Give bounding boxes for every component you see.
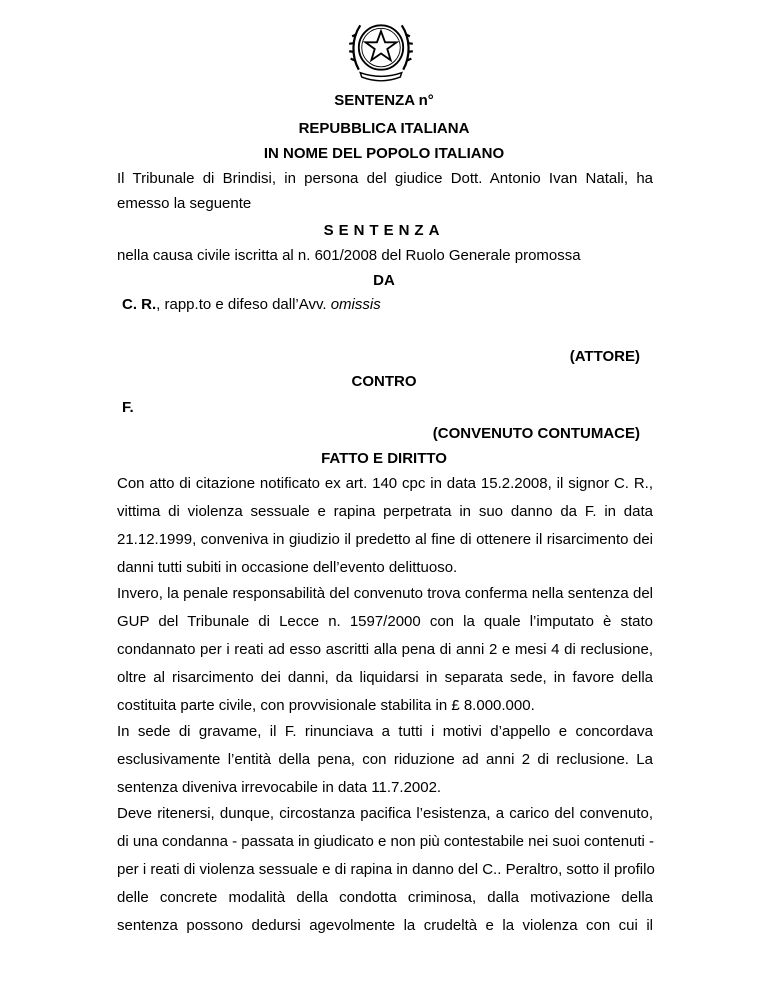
attore-role: (ATTORE) [569,348,640,365]
body-line: per i reati di violenza sessuale e di rapina in danno del C.. Peraltro, sotto il profilo [117,861,655,878]
body-line: sentenza diveniva irrevocabile in data 11.7.2002. [117,779,442,796]
body-line: 21.12.1999, conveniva in giudizio il predetto al fine di ottenere il risarcimento dei [117,531,653,548]
body-line: oltre al risarcimento dei danni, da liquidarsi in separata sede, in favore della [117,669,653,686]
body-line: danni tutti subiti in occasione dell’evento delittuoso. [117,559,458,576]
body-line: Con atto di citazione notificato ex art. 140 cpc in data 15.2.2008, il signor C. R., [117,475,653,492]
sentenza-title: SENTENZA [323,222,445,239]
body-line: Invero, la penale responsabilità del convenuto trova conferma nella sentenza del [117,585,653,602]
body-line: In sede di gravame, il F. rinunciava a tutti i motivi d’appello e concordava [117,723,653,740]
body-line: condannato per i reati ad esso ascritti alla pena di anni 2 e mesi 4 di reclusione, [117,641,653,658]
republic-heading: REPUBBLICA ITALIANA [298,120,470,137]
body-line: vittima di violenza sessuale e rapina perpetrata in suo danno da F. in data [117,503,653,520]
italian-republic-emblem-icon [344,12,418,86]
body-line: GUP del Tribunale di Lecce n. 1597/2000 con la quale l’imputato è stato [117,613,653,630]
body-line: delle concrete modalità della condotta criminosa, dalla motivazione della [117,889,653,906]
contro-heading: CONTRO [351,373,417,390]
attore-lawyer: omissis [330,296,381,313]
da-heading: DA [373,272,395,289]
attore-description: , rapp.to e difeso dall’Avv. [156,296,331,313]
body-line: sentenza possono dedursi agevolmente la crudeltà e la violenza con cui il [117,917,653,934]
attore-line [122,296,658,313]
intro-line-1: Il Tribunale di Brindisi, in persona del giudice Dott. Antonio Ivan Natali, ha [117,170,653,187]
intro-line-2: emesso la seguente [117,195,252,212]
body-line: di una condanna - passata in giudicato e non più contestabile nei suoi contenuti - [117,833,655,850]
body-line: costituita parte civile, con provvisionale stabilita in £ 8.000.000. [117,697,535,714]
intro-line-3: nella causa civile iscritta al n. 601/2008 del Ruolo Generale promossa [117,247,581,264]
in-nome-heading: IN NOME DEL POPOLO ITALIANO [263,145,505,162]
convenuto-role: (CONVENUTO CONTUMACE) [432,425,640,442]
convenuto-name: F. [122,399,134,416]
sentenza-number-heading: SENTENZA n° [334,92,434,109]
attore-name: C. R. [122,296,157,313]
body-line: esclusivamente l’entità della pena, con riduzione ad anni 2 di reclusione. La [117,751,653,768]
fatto-diritto-heading: FATTO E DIRITTO [321,450,447,467]
body-line: Deve ritenersi, dunque, circostanza pacifica l’esistenza, a carico del convenuto, [117,805,653,822]
